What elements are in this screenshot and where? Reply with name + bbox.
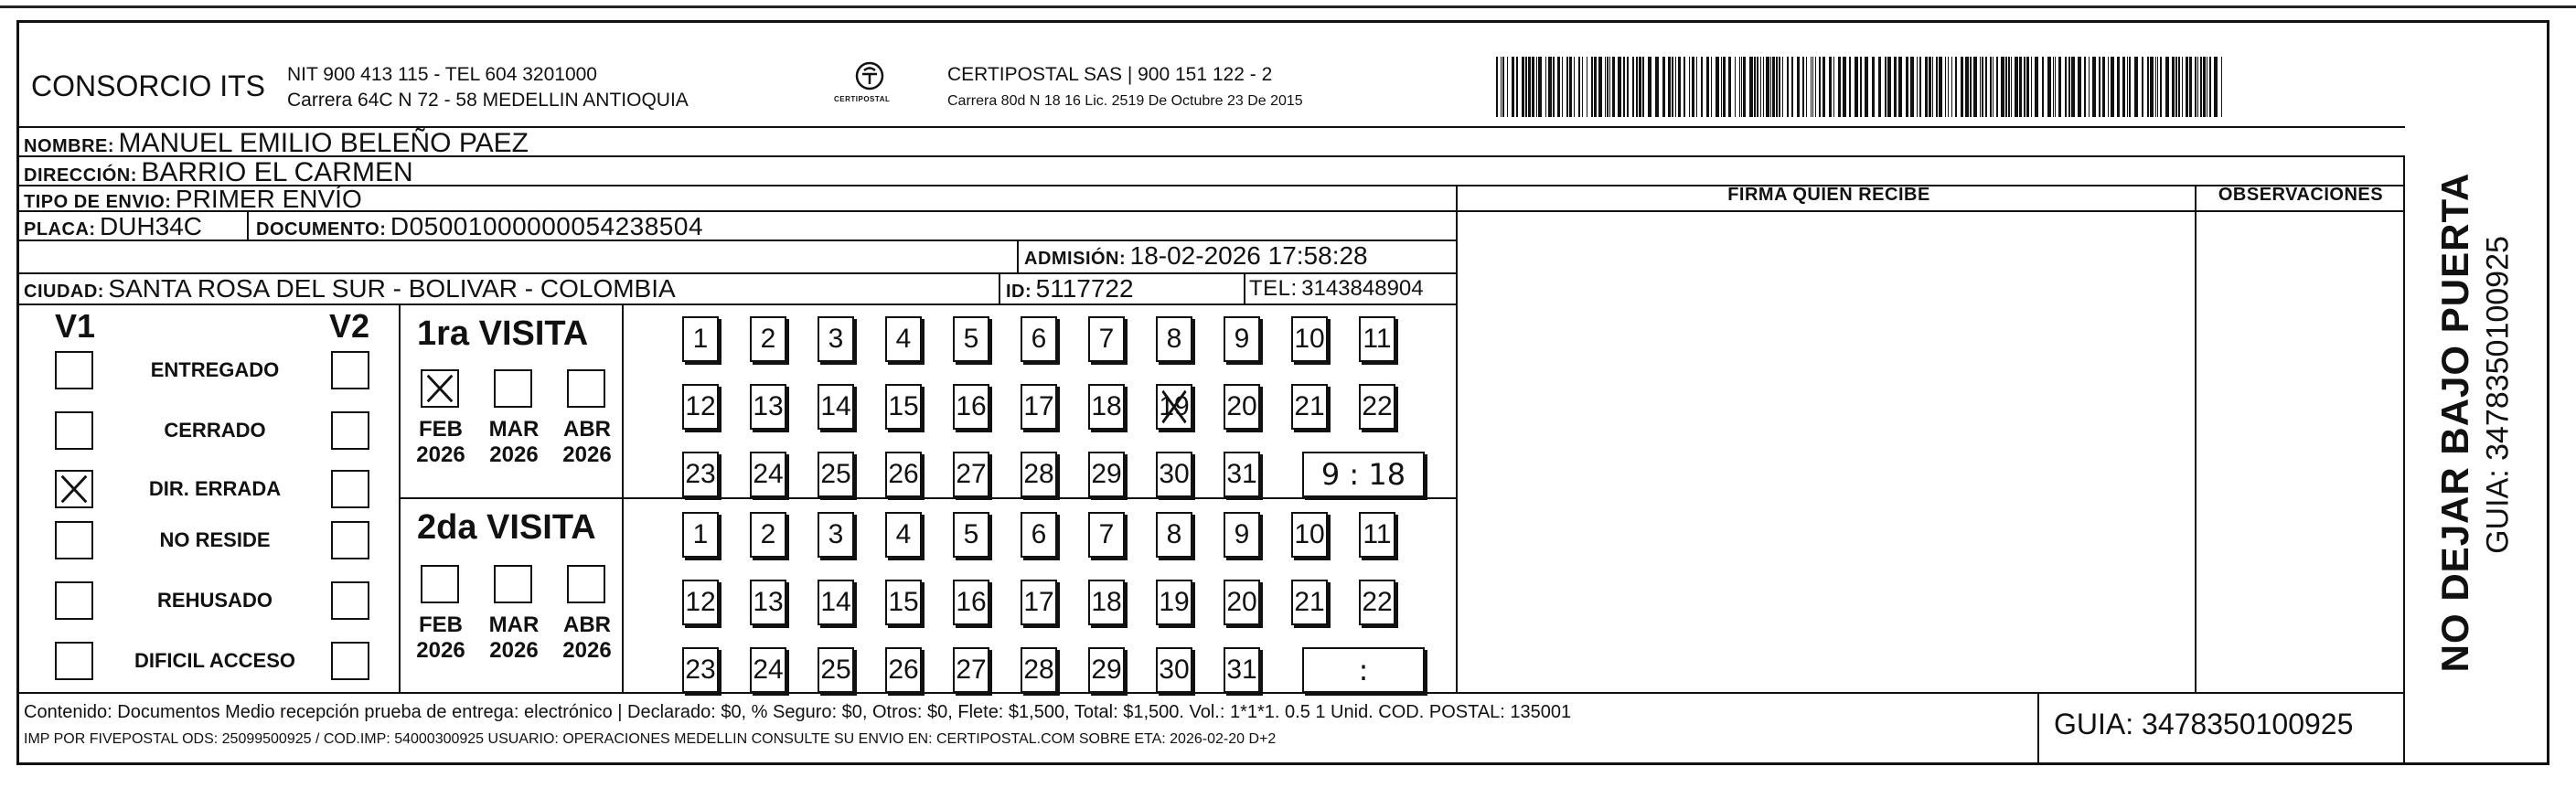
status-label: CERRADO bbox=[164, 419, 266, 442]
visit2-day-box[interactable]: 29 bbox=[1088, 647, 1125, 693]
status-label: NO RESIDE bbox=[159, 528, 271, 551]
rule bbox=[16, 692, 2405, 694]
documento-label: DOCUMENTO: bbox=[256, 219, 387, 240]
visit2-day-box[interactable]: 13 bbox=[750, 580, 786, 625]
visit2-day-box[interactable]: 18 bbox=[1088, 580, 1125, 625]
direccion-row bbox=[24, 157, 413, 188]
visit2-time-box[interactable]: : bbox=[1302, 647, 1425, 693]
visit1-month-label bbox=[554, 417, 620, 468]
visit1-month-year: 2026 bbox=[416, 442, 465, 467]
visit2-day-box[interactable]: 21 bbox=[1291, 580, 1328, 625]
visit2-day-box[interactable]: 24 bbox=[750, 647, 786, 693]
rule bbox=[2195, 185, 2197, 692]
v1-checkbox[interactable] bbox=[55, 411, 93, 450]
visit1-day-box[interactable]: 16 bbox=[953, 384, 989, 430]
visit2-day-box[interactable]: 25 bbox=[818, 647, 854, 693]
visit1-day-box[interactable]: 28 bbox=[1021, 452, 1057, 497]
observaciones-header bbox=[2198, 185, 2403, 206]
visit1-day-box[interactable]: 22 bbox=[1359, 384, 1395, 430]
visit1-day-box[interactable]: 26 bbox=[885, 452, 922, 497]
visit2-month-label bbox=[481, 612, 547, 664]
visit1-day-box[interactable]: 15 bbox=[885, 384, 922, 430]
v2-checkbox[interactable] bbox=[331, 351, 369, 389]
visit1-day-box[interactable]: 2 bbox=[750, 316, 786, 362]
status-label: DIFICIL ACCESO bbox=[134, 649, 295, 672]
status-label: DIR. ERRADA bbox=[148, 477, 282, 500]
v1-checkbox[interactable] bbox=[55, 642, 93, 680]
ciudad-label: CIUDAD: bbox=[24, 282, 104, 302]
visit1-month-label bbox=[481, 417, 547, 468]
visit2-month-checkbox[interactable] bbox=[494, 565, 532, 603]
visit2-day-box[interactable]: 7 bbox=[1088, 512, 1125, 558]
visit2-day-box[interactable]: 12 bbox=[682, 580, 719, 625]
tel-value: 3143848904 bbox=[1301, 276, 1424, 301]
side-labels bbox=[2421, 157, 2489, 687]
visit1-day-box[interactable]: 24 bbox=[750, 452, 786, 497]
admision-label: ADMISIÓN: bbox=[1024, 249, 1127, 269]
visit1-day-box[interactable]: 31 bbox=[1224, 452, 1260, 497]
visit2-day-box[interactable]: 20 bbox=[1224, 580, 1260, 625]
visit2-day-box[interactable]: 15 bbox=[885, 580, 922, 625]
visit1-day-box[interactable]: 29 bbox=[1088, 452, 1125, 497]
visit2-month-name: ABR bbox=[563, 612, 611, 637]
firma-header bbox=[1463, 185, 2195, 206]
footer-contents: Contenido: Documentos Medio recepción prueba de entrega: electrónico | Declarado: $0, % Seguro: $0, Otros: $0, Flete: $1,500, Total: $1,500. Vol.: 1*1*1. 0.5 1 Unid. COD. POSTAL: 135001 bbox=[24, 702, 1572, 722]
visit1-day-box[interactable]: 9 bbox=[1224, 316, 1260, 362]
v2-checkbox[interactable] bbox=[331, 411, 369, 450]
footer-guia: GUIA: 3478350100925 bbox=[2054, 708, 2354, 740]
placa-value: DUH34C bbox=[100, 212, 203, 240]
admision-row bbox=[1024, 241, 1368, 271]
firma-label: FIRMA QUIEN RECIBE bbox=[1727, 185, 1930, 205]
tel-label: TEL: bbox=[1249, 276, 1298, 301]
visit2-month-checkbox[interactable] bbox=[421, 565, 459, 603]
visit1-day-box[interactable]: 4 bbox=[885, 316, 922, 362]
visit2-day-box[interactable]: 11 bbox=[1359, 512, 1395, 558]
documento-value: D05001000000054238504 bbox=[390, 212, 704, 240]
visit2-day-box[interactable]: 27 bbox=[953, 647, 989, 693]
v2-checkbox[interactable] bbox=[331, 470, 369, 508]
visit2-day-box[interactable]: 2 bbox=[750, 512, 786, 558]
visit2-day-box[interactable]: 4 bbox=[885, 512, 922, 558]
carrier-name: CERTIPOSTAL SAS | 900 151 122 - 2 bbox=[947, 64, 1273, 85]
visit2-month-label bbox=[554, 612, 620, 664]
rule bbox=[247, 210, 249, 241]
rule bbox=[1244, 272, 1245, 303]
visit2-day-box[interactable]: 19 bbox=[1156, 580, 1192, 625]
barcode bbox=[1496, 57, 2222, 117]
nombre-row bbox=[24, 128, 529, 159]
visit1-title: 1ra VISITA bbox=[417, 314, 589, 353]
visit1-day-box[interactable]: 7 bbox=[1088, 316, 1125, 362]
no-dejar-warning: NO DEJAR BAJO PUERTA bbox=[2433, 172, 2476, 673]
visit1-time-box[interactable]: 9 : 18 bbox=[1302, 452, 1425, 497]
placa-row bbox=[24, 212, 202, 241]
visit2-month-name: MAR bbox=[488, 612, 540, 637]
visit2-day-box[interactable]: 22 bbox=[1359, 580, 1395, 625]
visit2-day-box[interactable]: 8 bbox=[1156, 512, 1192, 558]
visit1-day-box[interactable]: 30 bbox=[1156, 452, 1192, 497]
rule bbox=[2037, 692, 2039, 765]
visit1-day-box[interactable]: 21 bbox=[1291, 384, 1328, 430]
visit1-day-box[interactable]: 12 bbox=[682, 384, 719, 430]
visit2-month-checkbox[interactable] bbox=[567, 565, 605, 603]
visit1-day-box[interactable]: 18 bbox=[1088, 384, 1125, 430]
visit1-month-label bbox=[408, 417, 474, 468]
company-address: Carrera 64C N 72 - 58 MEDELLIN ANTIOQUIA bbox=[287, 90, 689, 111]
visit2-day-box[interactable]: 3 bbox=[818, 512, 854, 558]
visit2-day-box[interactable]: 17 bbox=[1021, 580, 1057, 625]
visit1-month-name: ABR bbox=[563, 417, 611, 442]
direccion-value: BARRIO EL CARMEN bbox=[141, 157, 413, 187]
rule bbox=[399, 497, 1456, 499]
visit2-day-box[interactable]: 1 bbox=[682, 512, 719, 558]
v1-checkbox[interactable] bbox=[55, 351, 93, 389]
visit1-day-box[interactable]: 14 bbox=[818, 384, 854, 430]
documento-row bbox=[256, 212, 703, 241]
visit1-day-box[interactable]: 23 bbox=[682, 452, 719, 497]
visit1-day-box[interactable]: 27 bbox=[953, 452, 989, 497]
v1-label: V1 bbox=[55, 307, 96, 345]
id-value: 5117722 bbox=[1035, 274, 1134, 303]
visit1-month-name: FEB bbox=[419, 417, 463, 442]
rule bbox=[2403, 155, 2405, 765]
visit1-month-checkbox[interactable] bbox=[567, 369, 605, 408]
v2-checkbox[interactable] bbox=[331, 642, 369, 680]
visit2-month-year: 2026 bbox=[489, 638, 539, 663]
logo-caption: CERTIPOSTAL bbox=[834, 95, 891, 103]
company-name: CONSORCIO ITS bbox=[31, 69, 266, 102]
id-row bbox=[1006, 274, 1134, 303]
visit2-day-box[interactable]: 9 bbox=[1224, 512, 1260, 558]
visit2-day-box[interactable]: 28 bbox=[1021, 647, 1057, 693]
nombre-label: NOMBRE: bbox=[24, 136, 115, 156]
v1-checkbox[interactable] bbox=[55, 581, 93, 620]
visit2-title: 2da VISITA bbox=[417, 508, 596, 547]
visit1-day-box[interactable]: 3 bbox=[818, 316, 854, 362]
rule bbox=[999, 272, 1000, 303]
rule bbox=[16, 303, 1456, 305]
visit1-day-box[interactable]: 5 bbox=[953, 316, 989, 362]
certipostal-logo-icon bbox=[854, 60, 885, 91]
visit1-month-year: 2026 bbox=[489, 442, 539, 467]
visit1-day-box[interactable]: 10 bbox=[1291, 316, 1328, 362]
tel-row bbox=[1249, 276, 1424, 302]
visit2-month-year: 2026 bbox=[562, 638, 612, 663]
status-label: ENTREGADO bbox=[150, 358, 280, 381]
carrier-address: Carrera 80d N 18 16 Lic. 2519 De Octubre 23 De 2015 bbox=[947, 93, 1303, 109]
v1-checkbox[interactable] bbox=[55, 521, 93, 559]
v2-checkbox[interactable] bbox=[331, 581, 369, 620]
visit2-day-box[interactable]: 30 bbox=[1156, 647, 1192, 693]
visit1-month-checkbox[interactable] bbox=[494, 369, 532, 408]
visit1-day-box[interactable]: 8 bbox=[1156, 316, 1192, 362]
visit2-day-box[interactable]: 6 bbox=[1021, 512, 1057, 558]
visit1-month-checkbox[interactable] bbox=[421, 369, 459, 408]
rule bbox=[622, 303, 624, 692]
observaciones-label: OBSERVACIONES bbox=[2218, 185, 2384, 205]
rule bbox=[1456, 185, 1458, 692]
ciudad-value: SANTA ROSA DEL SUR - BOLIVAR - COLOMBIA bbox=[108, 274, 676, 303]
visit1-day-box[interactable]: 13 bbox=[750, 384, 786, 430]
visit2-day-box[interactable]: 31 bbox=[1224, 647, 1260, 693]
v2-label: V2 bbox=[329, 307, 370, 345]
admision-value: 18-02-2026 17:58:28 bbox=[1129, 241, 1368, 270]
top-edge-line bbox=[0, 5, 2576, 8]
tipo-label: TIPO DE ENVIO: bbox=[24, 192, 172, 212]
visit2-month-year: 2026 bbox=[416, 638, 465, 663]
ciudad-row bbox=[24, 274, 676, 303]
v2-checkbox[interactable] bbox=[331, 521, 369, 559]
visit1-day-box[interactable]: 6 bbox=[1021, 316, 1057, 362]
visit2-day-box[interactable]: 16 bbox=[953, 580, 989, 625]
visit2-day-box[interactable]: 23 bbox=[682, 647, 719, 693]
visit2-month-label bbox=[408, 612, 474, 664]
visit2-month-name: FEB bbox=[419, 612, 463, 637]
visit2-day-box[interactable]: 26 bbox=[885, 647, 922, 693]
visit1-day-box[interactable]: 1 bbox=[682, 316, 719, 362]
visit2-day-box[interactable]: 5 bbox=[953, 512, 989, 558]
nombre-value: MANUEL EMILIO BELEÑO PAEZ bbox=[118, 128, 529, 158]
visit1-day-box[interactable]: 25 bbox=[818, 452, 854, 497]
placa-label: PLACA: bbox=[24, 219, 96, 240]
rule bbox=[1017, 240, 1019, 272]
company-nit: NIT 900 413 115 - TEL 604 3201000 bbox=[287, 64, 597, 85]
direccion-label: DIRECCIÓN: bbox=[24, 165, 137, 186]
tipo-value: PRIMER ENVÍO bbox=[175, 185, 362, 213]
footer-print-info: IMP POR FIVEPOSTAL ODS: 25099500925 / COD.IMP: 54000300925 USUARIO: OPERACIONES MEDELLIN CONSULTE SU ENVIO EN: CERTIPOSTAL.COM SOBRE ETA: 2026-02-20 D+2 bbox=[24, 731, 1277, 747]
visit2-day-box[interactable]: 10 bbox=[1291, 512, 1328, 558]
status-label: REHUSADO bbox=[157, 589, 273, 612]
visit1-month-name: MAR bbox=[488, 417, 540, 442]
visit1-day-box[interactable]: 17 bbox=[1021, 384, 1057, 430]
v1-checkbox[interactable] bbox=[55, 470, 93, 508]
id-label: ID: bbox=[1006, 282, 1032, 302]
visit2-day-box[interactable]: 14 bbox=[818, 580, 854, 625]
side-guia-box bbox=[2480, 157, 2517, 687]
side-guia: GUIA: 3478350100925 bbox=[2480, 236, 2516, 554]
tipo-row bbox=[24, 185, 362, 214]
visit1-day-box[interactable]: 19 bbox=[1156, 384, 1192, 430]
visit1-day-box[interactable]: 20 bbox=[1224, 384, 1260, 430]
visit1-day-box[interactable]: 11 bbox=[1359, 316, 1395, 362]
visit1-month-year: 2026 bbox=[562, 442, 612, 467]
